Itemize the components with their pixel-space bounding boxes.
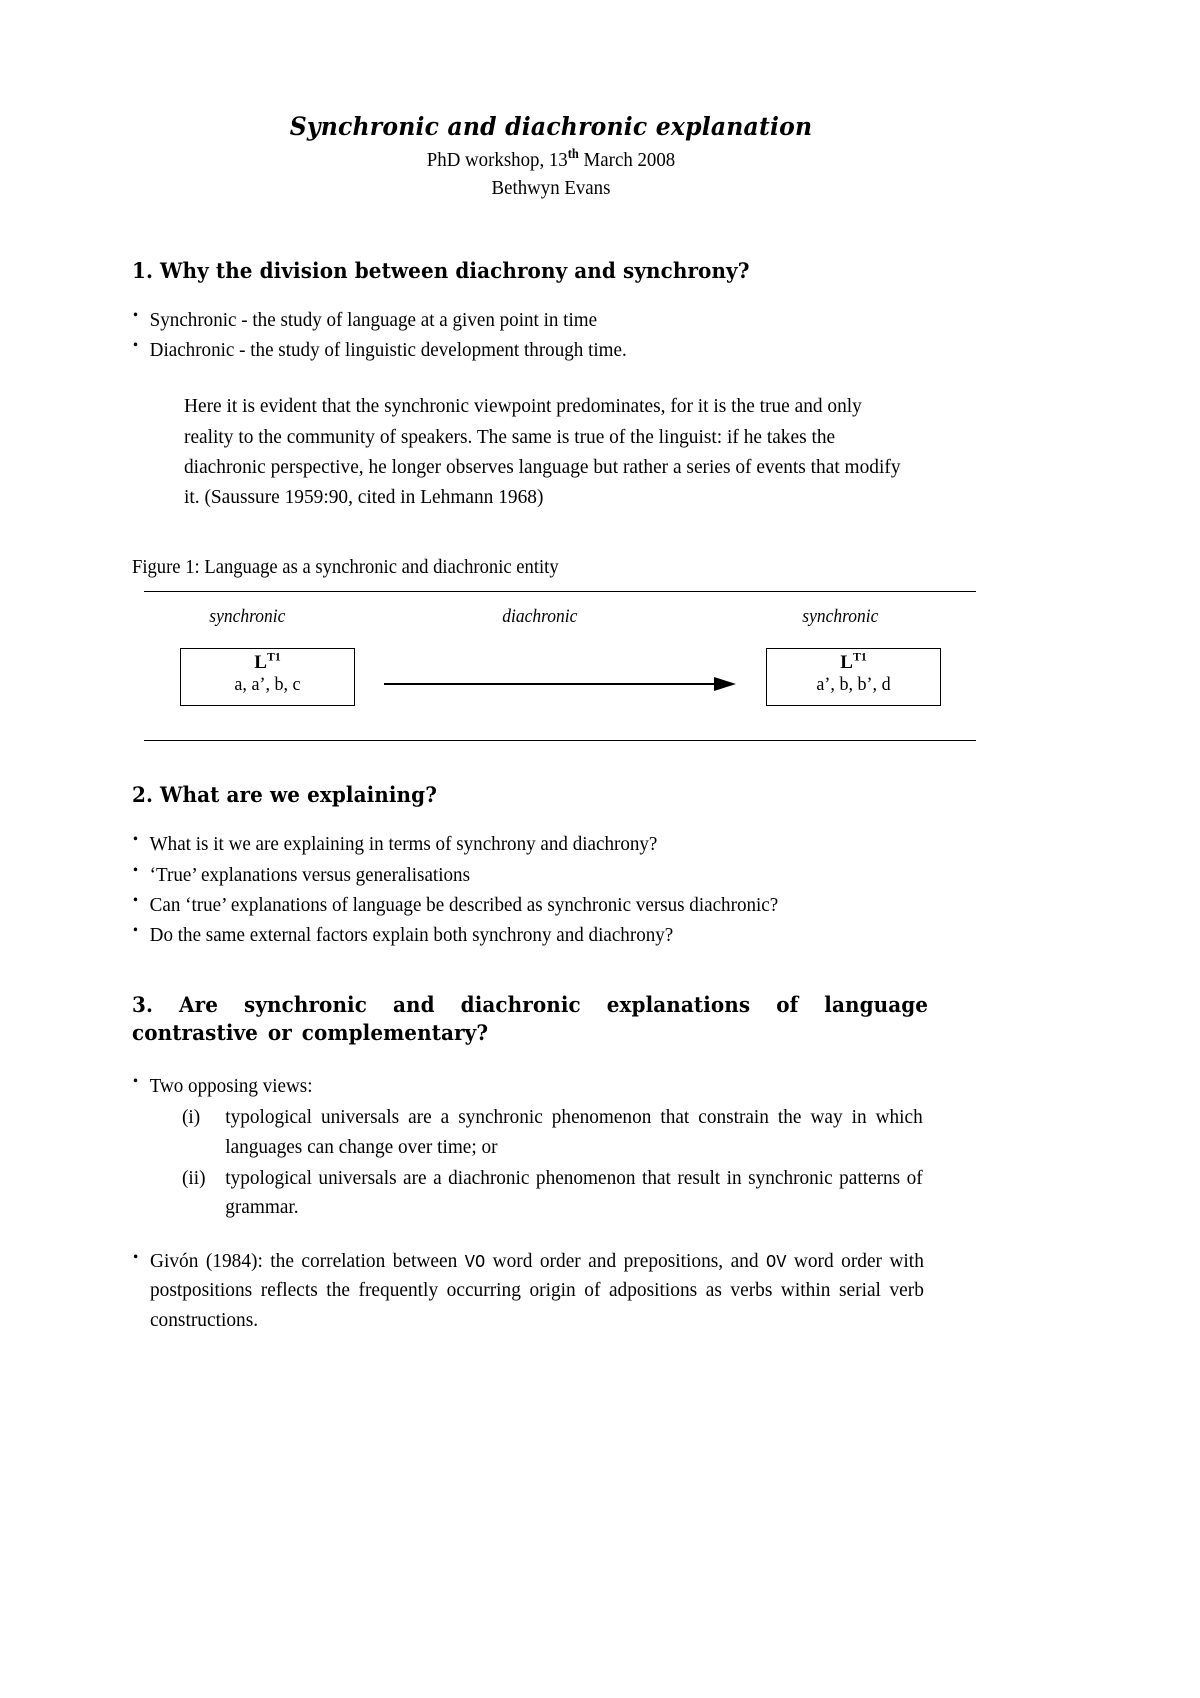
figure-caption: Figure 1: Language as a synchronic and diachronic entity <box>132 555 559 578</box>
author-name: Bethwyn Evans <box>491 176 611 199</box>
word-order-vo: VO <box>464 1252 486 1273</box>
page-title: Synchronic and diachronic explanation <box>289 112 813 141</box>
list-marker: (i) <box>182 1106 201 1129</box>
language-box-right-label <box>767 652 940 674</box>
ordinal-suffix: th <box>567 145 579 161</box>
list-item: • Two opposing views: <box>132 1072 911 1101</box>
language-symbol: L <box>254 651 267 673</box>
language-box-t1-right <box>766 648 941 706</box>
language-box-t1-left <box>180 648 355 706</box>
title-block <box>132 112 970 201</box>
saussure-blockquote: Here it is evident that the synchronic viewpoint predominates, for it is the true and only reality to the community of speakers. The same is true of the linguist: if he takes the diachronic perspective, he longer observes language but rather a series of events that modify it. (Saussure 1959:90, cited in Lehmann 1968) <box>184 395 901 508</box>
list-item: • Synchronic - the study of language at a given point in time <box>132 306 911 335</box>
subtitle-suffix: March 2008 <box>578 148 676 171</box>
list-item: • Can ‘true’ explanations of language be described as synchronic versus diachronic? <box>132 891 911 920</box>
spacer <box>132 951 970 991</box>
arrow-head <box>714 677 736 691</box>
language-box-right-items: a’, b, b’, d <box>816 673 891 695</box>
section-1-bullet-list <box>132 306 970 366</box>
section-2-bullet-list <box>132 830 970 950</box>
language-box-left-label <box>181 652 354 674</box>
figure-diagram-row <box>144 648 976 728</box>
list-item: • What is it we are explaining in terms of synchrony and diachrony? <box>132 830 911 859</box>
figure-labels <box>144 606 976 636</box>
right-arrow-icon <box>384 677 744 691</box>
spacer <box>132 741 970 781</box>
section-3-bullet-list <box>132 1072 970 1101</box>
list-item-text: typological universals are a synchronic phenomenon that constrain the way in which languages can change over time; or <box>225 1106 923 1158</box>
givon-text-part-3: word order with postpositions reflects the frequently occurring origin of adpositions as verbs within serial verb constructions. <box>149 1249 924 1332</box>
givon-text-part-1: Givón (1984): the correlation between <box>149 1249 465 1272</box>
figure-label-middle: diachronic <box>502 605 578 627</box>
list-item <box>182 1164 923 1223</box>
section-3-heading: 3. Are synchronic and diachronic explanations of language contrastive or complementary? <box>132 992 929 1045</box>
subtitle-prefix: PhD workshop, 13 <box>426 148 568 171</box>
list-item: • Do the same external factors explain both synchrony and diachrony? <box>132 921 911 950</box>
list-item-text: typological universals are a diachronic phenomenon that result in synchronic patterns of grammar. <box>225 1167 923 1219</box>
list-item: • Diachronic - the study of linguistic development through time. <box>132 336 911 365</box>
language-superscript: T1 <box>852 650 867 664</box>
list-item: • ‘True’ explanations versus generalisations <box>132 861 911 890</box>
figure-label-left: synchronic <box>209 605 286 627</box>
list-item <box>182 1103 923 1162</box>
workshop-subtitle <box>166 145 937 173</box>
language-superscript: T1 <box>266 650 281 664</box>
figure-label-right: synchronic <box>802 605 879 627</box>
word-order-ov: OV <box>765 1252 787 1273</box>
givon-paragraph <box>132 1247 924 1336</box>
arrow-shaft <box>384 683 718 685</box>
opposing-views-list <box>132 1103 970 1222</box>
section-2-heading: 2. What are we explaining? <box>132 781 437 807</box>
figure-1 <box>144 591 976 741</box>
givon-text-part-2: word order and prepositions, and <box>485 1249 766 1272</box>
list-marker: (ii) <box>182 1167 206 1189</box>
section-1-heading: 1. Why the division between diachrony and synchrony? <box>132 257 750 283</box>
language-symbol: L <box>840 651 853 673</box>
language-box-left-items: a, a’, b, c <box>234 673 301 695</box>
